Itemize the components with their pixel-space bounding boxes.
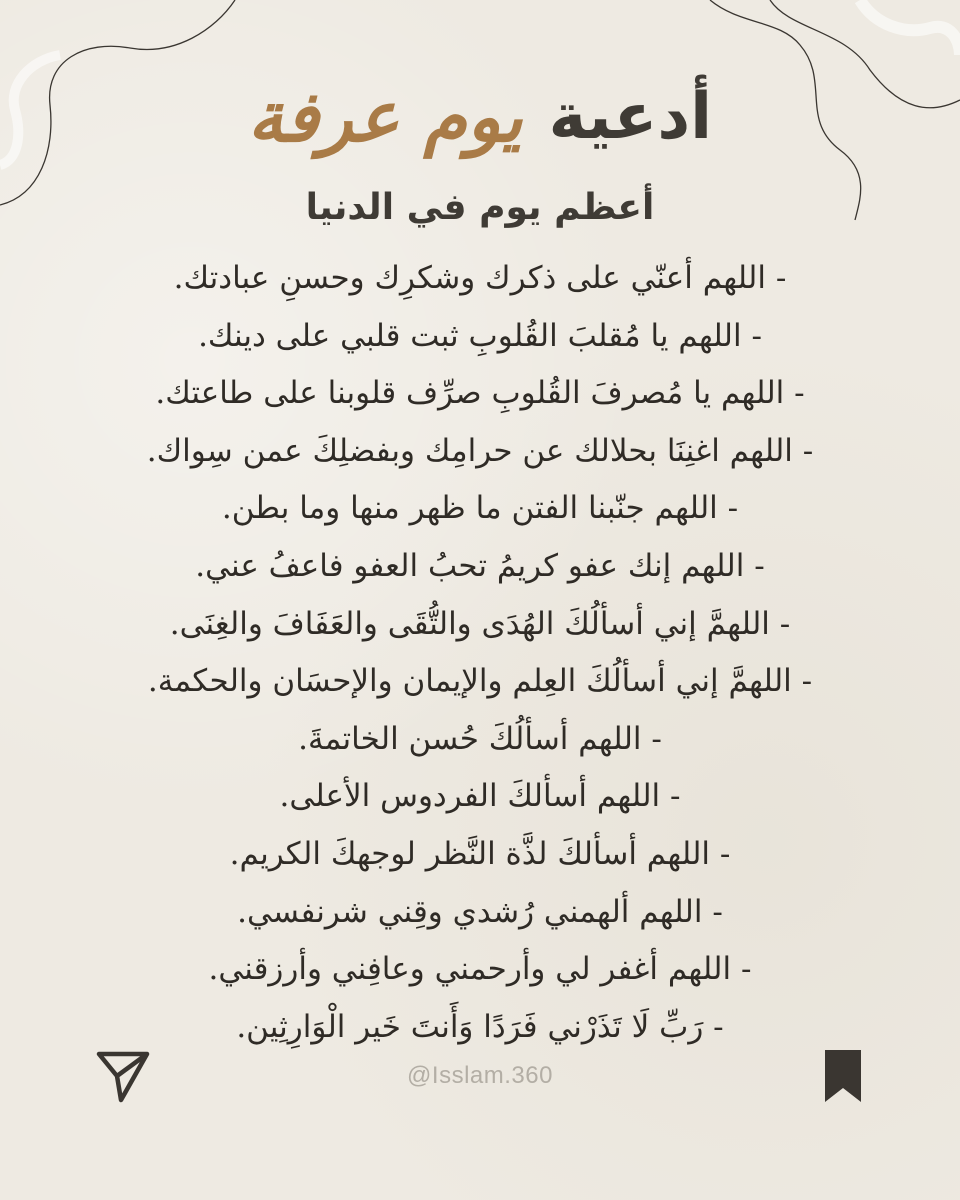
dua-item: - اللهم يا مُقلبَ القُلوبِ ثبت قلبي على دينك. [198,317,762,354]
dua-item: - اللهم يا مُصرفَ القُلوبِ صرِّف قلوبنا على طاعتك. [155,375,805,412]
dua-list [120,250,840,1056]
subtitle: أعظم يوم في الدنيا [305,187,655,228]
dua-item: - اللهم أعنّي على ذكرك وشكرِك وحسنِ عبادتك. [173,260,787,296]
bookmark-icon [813,1046,873,1106]
dua-item: - اللهم جنّبنا الفتن ما ظهر منها وما بطن. [221,490,739,527]
bookmark-button[interactable] [813,1046,873,1106]
dua-item: - اللهمَّ إني أسألُكَ الهُدَى والتُّقَى والعَفَافَ والغِنَى. [169,605,791,642]
account-handle: @Isslam.360 [407,1062,553,1089]
dua-item: - اللهم أسألكَ لذَّة النَّظر لوجهكَ الكريم. [229,835,731,872]
dua-item: - رَبِّ لَا تَذَرْني فَرَدًا وَأَنتَ خَير الْوَارِثِين. [236,1008,724,1045]
title-accent: يوم عرفة [247,75,523,158]
dua-item: - اللهم أسألكَ الفردوس الأعلى. [279,778,681,815]
dua-item: - اللهم أسألُكَ حُسن الخاتمةَ. [298,720,662,757]
dua-item: - اللهم أغفر لي وأرحمني وعافِني وأرزقني. [208,951,752,988]
header-title [0,52,960,182]
title-main: أدعية [548,80,713,154]
dua-item: - اللهم اغنِنَا بحلالك عن حرامِك وبفضلِكَ عمن سِواك. [146,432,814,469]
dua-item: - اللهم إنك عفو كريمُ تحبُ العفو فاعفُ عني. [195,547,765,584]
dua-item: - اللهم ألهمني رُشدي وقِني شرنفسي. [237,893,723,930]
dua-item: - اللهمَّ إني أسألُكَ العِلم والإيمان والإحسَان والحكمة. [147,663,813,700]
